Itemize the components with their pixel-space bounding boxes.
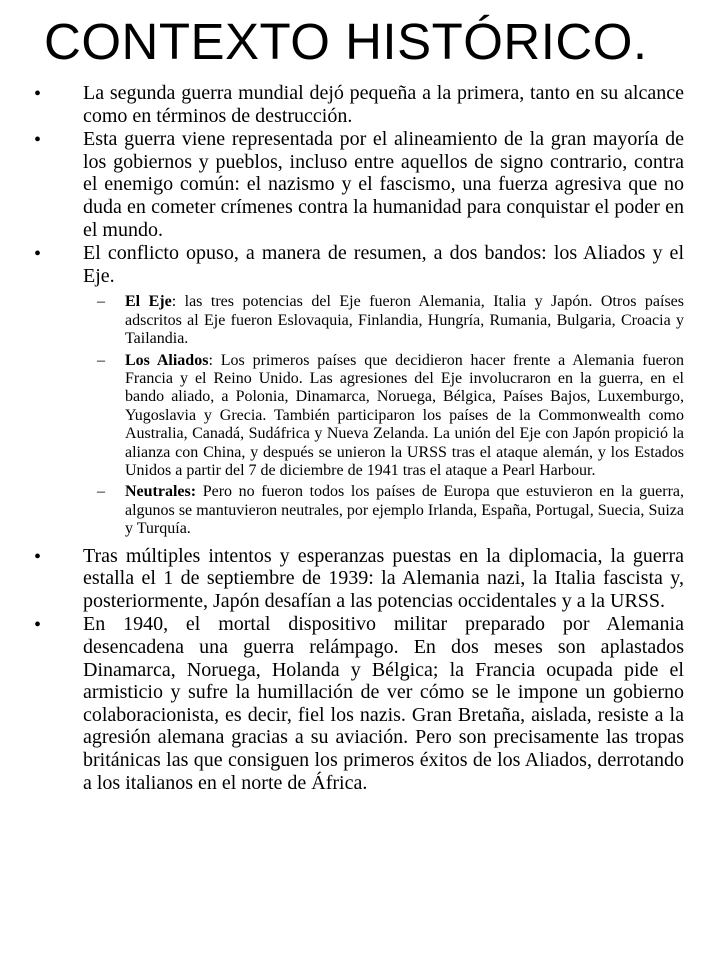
sub-list-item xyxy=(83,483,684,538)
term-description: Pero no fueron todos los países de Europa que estuvieron en la guerra, algunos se mantuvieron neutrales, por ejemplo Irlanda, España, Portugal, Suecia, Suiza y Turquía. xyxy=(125,483,684,538)
sub-list-item-text xyxy=(125,293,684,348)
bullet-icon: • xyxy=(34,243,42,266)
sub-list xyxy=(83,293,684,538)
list-item-text: La segunda guerra mundial dejó pequeña a la primera, tanto en su alcance como en términos de destrucción. xyxy=(83,82,684,127)
list-item-text: El conflicto opuso, a manera de resumen, a dos bandos: los Aliados y el Eje. xyxy=(83,242,684,287)
dash-icon: – xyxy=(97,293,105,311)
term-label: Neutrales: xyxy=(125,483,197,501)
dash-icon: – xyxy=(97,351,105,369)
sub-list-item xyxy=(83,352,684,481)
bullet-icon: • xyxy=(34,129,42,152)
bullet-icon: • xyxy=(34,614,42,637)
sub-list-item xyxy=(83,293,684,348)
term-description: : Los primeros países que decidieron hacer frente a Alemania fueron Francia y el Reino Unido. Las agresiones del Eje involucraron en la guerra, en el bando aliado, a Polonia, Dinamarca, Noruega, Bélgica, Países Bajos, Luxemburgo, Yugoslavia y Grecia. También participaron los países de la Commonwealth como Australia, Canadá, Sudáfrica y Nueva Zelanda. La unión del Eje con Japón propició la alianza con China, y después se unieron la URSS tras el ataque alemán, y los Estados Unidos a partir del 7 de diciembre de 1941 tras el ataque a Pearl Harbour. xyxy=(125,351,685,479)
term-label: Los Aliados xyxy=(125,351,209,369)
bullet-icon: • xyxy=(34,545,42,568)
list-item-text: Tras múltiples intentos y esperanzas puestas en la diplomacia, la guerra estalla el 1 de septiembre de 1939: la Alemania nazi, la Italia fascista y, posteriormente, Japón desafían a las potencias occidentales y a la URSS. xyxy=(83,544,684,612)
list-item xyxy=(34,242,684,538)
sub-list-item-text xyxy=(125,483,684,538)
list-item xyxy=(34,545,684,613)
page-title: CONTEXTO HISTÓRICO. xyxy=(44,13,648,70)
bullet-icon: • xyxy=(34,83,42,105)
list-item-text: Esta guerra viene representada por el alineamiento de la gran mayoría de los gobiernos y pueblos, incluso entre aquellos de signo contrario, contra el enemigo común: el nazismo y el fascismo, una fuerza agresiva que no duda en cometer crímenes contra la humanidad para conquistar el poder en el mundo. xyxy=(83,128,684,241)
sub-list-item-text xyxy=(125,352,684,481)
list-item xyxy=(34,128,684,241)
list-item xyxy=(34,82,684,127)
term-description: : las tres potencias del Eje fueron Alemania, Italia y Japón. Otros países adscritos al Eje fueron Eslovaquia, Finlandia, Hungría, Rumania, Bulgaria, Croacia y Tailandia. xyxy=(125,293,685,348)
list-item-text: En 1940, el mortal dispositivo militar preparado por Alemania desencadena una guerra relámpago. En dos meses son aplastados Dinamarca, Noruega, Holanda y Bélgica; la Francia ocupada pide el armisticio y sufre la humillación de ver cómo se le impone un gobierno colaboracionista, es decir, fiel los nazis. Gran Bretaña, aislada, resiste a la agresión alemana gracias a su aviación. Pero son precisamente las tropas británicas las que consiguen los primeros éxitos de los Aliados, derrotando a los italianos en el norte de África. xyxy=(83,613,684,794)
dash-icon: – xyxy=(97,483,105,501)
term-label: El Eje xyxy=(125,293,172,311)
list-item xyxy=(34,613,684,794)
bullet-list xyxy=(34,82,684,795)
